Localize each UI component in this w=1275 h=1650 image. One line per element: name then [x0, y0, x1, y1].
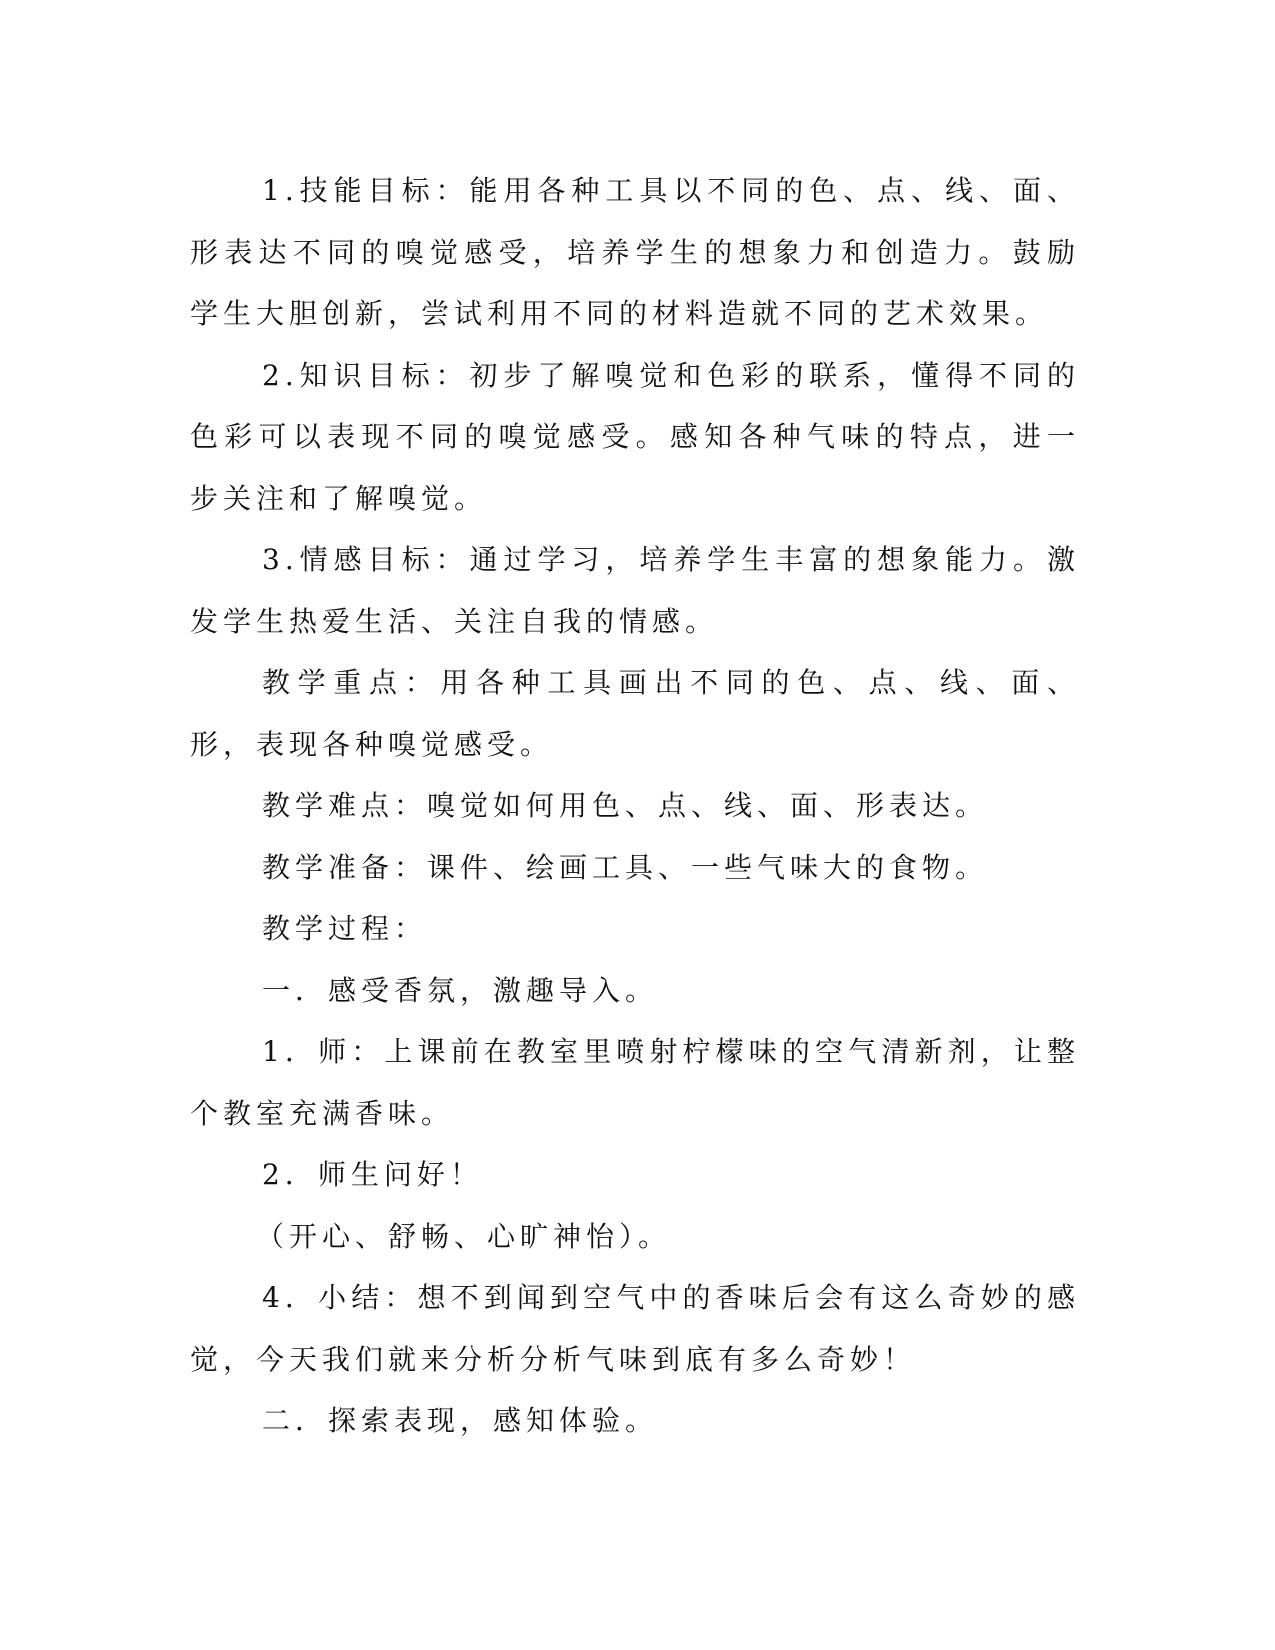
- paragraph-step-1: 1．师：上课前在教室里喷射柠檬味的空气清新剂，让整个教室充满香味。: [190, 1035, 1080, 1130]
- paragraph-teaching-focus: 教学重点：用各种工具画出不同的色、点、线、面、形，表现各种嗅觉感受。: [190, 666, 1080, 761]
- paragraph-section-one: 一．感受香氛，激趣导入。: [262, 973, 659, 1007]
- paragraph-section-two: 二．探索表现，感知体验。: [262, 1404, 659, 1437]
- paragraph-teaching-preparation: 教学准备：课件、绘画工具、一些气味大的食物。: [262, 850, 989, 884]
- paragraph-teaching-difficulty: 教学难点：嗅觉如何用色、点、线、面、形表达。: [262, 789, 989, 822]
- paragraph-teaching-process: 教学过程：: [262, 912, 428, 945]
- document-body: [190, 160, 1080, 1452]
- paragraph-emotion-goal: 3.情感目标：通过学习，培养学生丰富的想象能力。激发学生热爱生活、关注自我的情感。: [190, 543, 1080, 638]
- paragraph-step-2: 2．师生问好！: [262, 1158, 483, 1191]
- paragraph-feelings: （开心、舒畅、心旷神怡）。: [256, 1219, 672, 1253]
- paragraph-step-4-summary: 4．小结：想不到闻到空气中的香味后会有这么奇妙的感觉，今天我们就来分析分析气味到底有多么奇妙！: [190, 1281, 1080, 1376]
- paragraph-skill-goal: 1.技能目标：能用各种工具以不同的色、点、线、面、形表达不同的嗅觉感受，培养学生的想象力和创造力。鼓励学生大胆创新，尝试利用不同的材料造就不同的艺术效果。: [190, 174, 1080, 330]
- paragraph-knowledge-goal: 2.知识目标：初步了解嗅觉和色彩的联系，懂得不同的色彩可以表现不同的嗅觉感受。感知各种气味的特点，进一步关注和了解嗅觉。: [190, 358, 1080, 515]
